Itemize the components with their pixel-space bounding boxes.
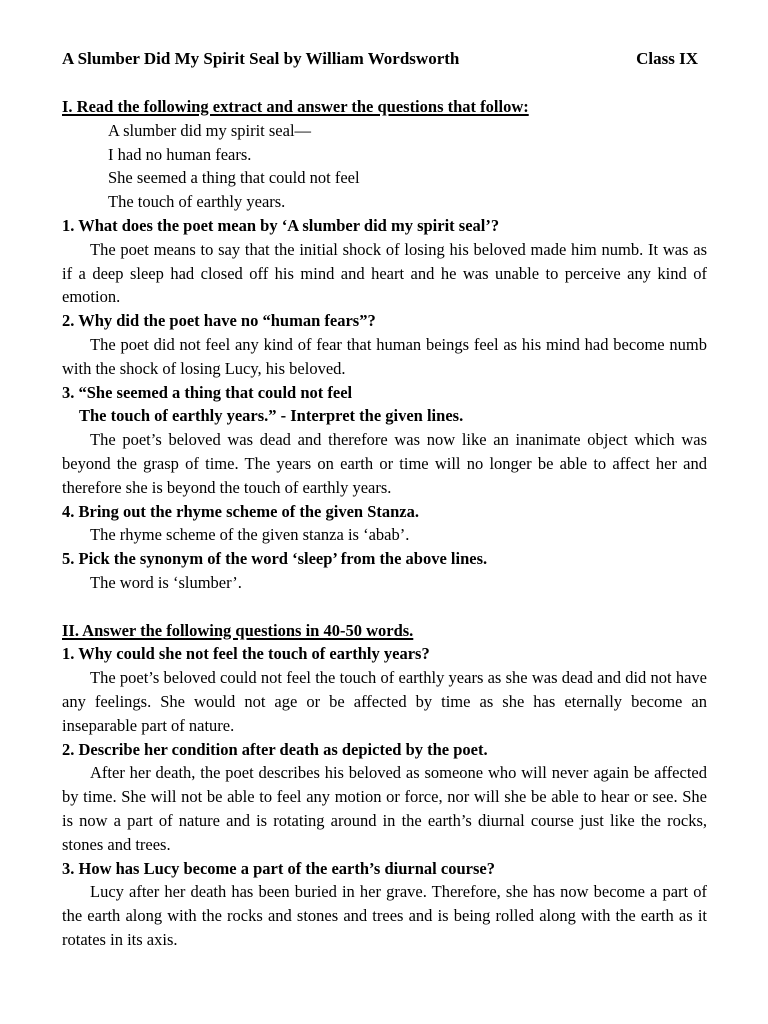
question-1-2: 2. Why did the poet have no “human fears”? <box>62 311 376 331</box>
document-body <box>62 95 707 952</box>
poem-line: She seemed a thing that could not feel <box>108 168 360 188</box>
question-1-3: 3. “She seemed a thing that could not feel <box>62 382 353 402</box>
answer-1-2: The poet did not feel any kind of fear that human beings feel as his mind had become numb with the shock of losing Lucy, his beloved. <box>62 334 707 378</box>
poem-line: The touch of earthly years. <box>108 192 286 212</box>
answer-1-5: The word is ‘slumber’. <box>90 572 242 592</box>
section-1 <box>62 95 707 595</box>
section-1-heading: I. Read the following extract and answer the questions that follow: <box>62 97 529 116</box>
question-2-2: 2. Describe her condition after death as depicted by the poet. <box>62 739 488 759</box>
poem-extract <box>62 119 707 214</box>
section-2 <box>62 619 707 952</box>
document-title: A Slumber Did My Spirit Seal by William Wordsworth <box>62 49 460 68</box>
section-2-heading: II. Answer the following questions in 40-50 words. <box>62 620 414 640</box>
class-label: Class IX <box>636 49 698 68</box>
answer-2-2: After her death, the poet describes his beloved as someone who will never again be affected by time. She will not be able to feel any motion or force, nor will she be able to hear or see. She is now a part of nature and is rotating around in the earth’s diurnal course just like the rocks, stones and trees. <box>62 763 707 854</box>
question-1-3-continued: The touch of earthly years.” - Interpret the given lines. <box>79 406 464 426</box>
poem-line: I had no human fears. <box>108 144 252 164</box>
answer-1-3: The poet’s beloved was dead and therefore was now like an inanimate object which was beyond the grasp of time. The years on earth or time will no longer be able to affect her and therefore she is beyond the touch of earthly years. <box>62 430 707 497</box>
answer-2-1: The poet’s beloved could not feel the touch of earthly years as she was dead and did not have any feelings. She would not age or be affected by time as she has eternally become an inseparable part of nature. <box>62 668 707 735</box>
answer-1-1: The poet means to say that the initial shock of losing his beloved made him numb. It was as if a deep sleep had closed off his mind and heart and he was unable to perceive any kind of emotion. <box>62 239 707 307</box>
question-1-5: 5. Pick the synonym of the word ‘sleep’ from the above lines. <box>62 549 488 569</box>
document-header <box>62 47 698 71</box>
question-2-1: 1. Why could she not feel the touch of earthly years? <box>62 644 430 664</box>
question-2-3: 3. How has Lucy become a part of the earth’s diurnal course? <box>62 858 495 878</box>
section-spacer <box>62 595 707 619</box>
answer-2-3: Lucy after her death has been buried in her grave. Therefore, she has now become a part of the earth along with the rocks and stones and trees and is being rolled along with the earth as it rotates in its axis. <box>62 882 707 949</box>
poem-line: A slumber did my spirit seal— <box>108 120 312 140</box>
question-1-4: 4. Bring out the rhyme scheme of the given Stanza. <box>62 501 420 521</box>
question-1-1: 1. What does the poet mean by ‘A slumber did my spirit seal’? <box>62 215 500 235</box>
answer-1-4: The rhyme scheme of the given stanza is ‘abab’. <box>90 525 410 545</box>
